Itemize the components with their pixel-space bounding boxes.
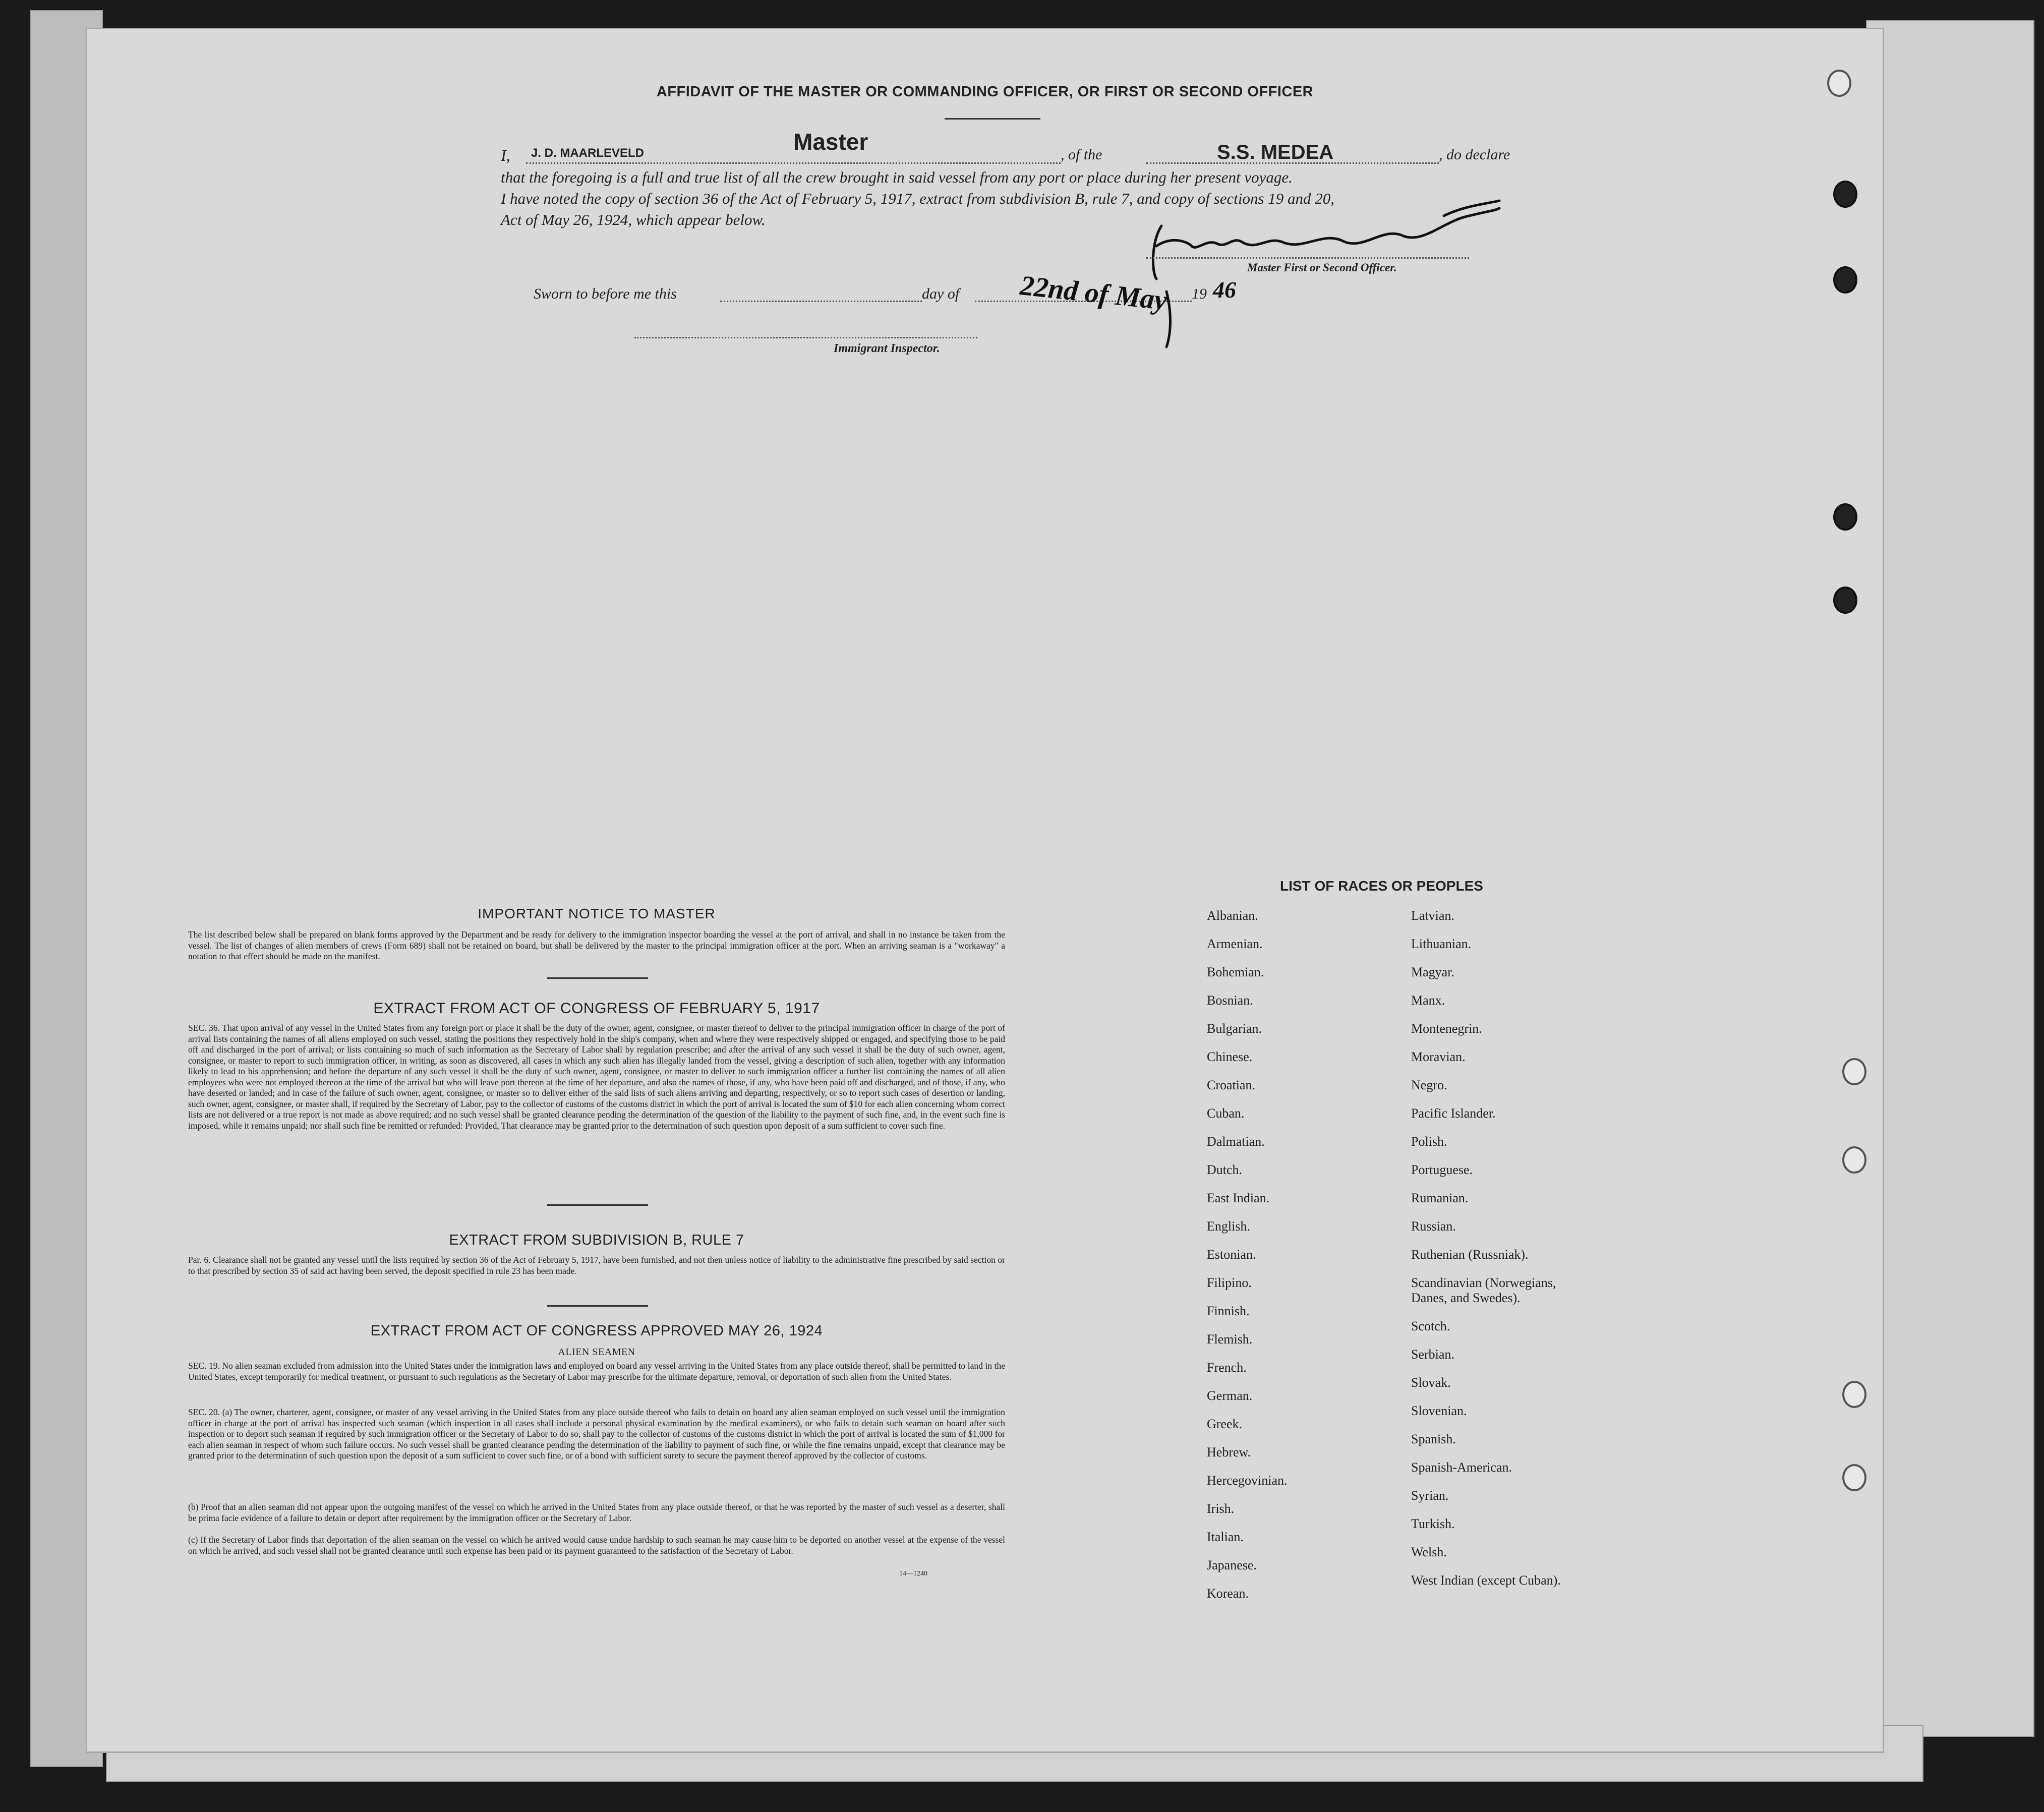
race-item: Latvian. [1411,908,1454,923]
race-item: German. [1207,1388,1253,1403]
year-printed: 19 [1192,285,1207,302]
signature-caption: Master First or Second Officer. [1247,261,1397,274]
rule7-title: EXTRACT FROM SUBDIVISION B, RULE 7 [449,1232,744,1248]
race-item: Manx. [1411,993,1445,1008]
of-the-label: , of the [1061,146,1102,163]
date-stroke [1096,281,1197,352]
handwritten-date: 22nd of May [1018,270,1169,317]
do-declare-label: , do declare [1439,146,1510,163]
inspector-line [634,337,977,338]
race-item: Slovenian. [1411,1404,1467,1418]
race-item: Moravian. [1411,1049,1466,1064]
sec20a-text: SEC. 20. (a) The owner, charterer, agent, consignee, or master of any vessel arriving in the United States from any place outside thereof who fails to detain on board any alien seaman employed on such vessel until the immigration officer in charge at the port of arrival has inspected such seaman (which inspection in all cases shall include a personal physical examination by the medical examiners), or who fails to detain such seaman on board after such inspection or to deport such seaman if required by such immigration officer or the Secretary of Labor to do so, shall pay to the collector of customs of the customs district in which the port of arrival is located the sum of $1,000 for each alien seaman in respect of whom such failure occurs. No such vessel shall be granted clearance pending the determination of the liability to payment of such fine, or while the fine remains unpaid, except that clearance may be granted prior to the determination of such question upon the deposit of a sum sufficient to cover such fine, or of a bond with sufficient surety to secure the payment thereof approved by the collector of customs. [188,1407,1005,1460]
race-item: Spanish-American. [1411,1460,1512,1475]
race-item: Pacific Islander. [1411,1106,1496,1121]
i-prefix: I, [501,146,510,164]
punch-hole [1842,1381,1866,1408]
race-item: Greek. [1207,1417,1243,1431]
divider [945,118,1040,120]
inspector-caption: Immigrant Inspector. [834,342,940,355]
punch-hole [1842,1058,1866,1085]
race-item: Cuban. [1207,1106,1245,1121]
sec20c-text: (c) If the Secretary of Labor finds that deportation of the alien seaman on the vessel on which he arrived would cause undue hardship to such seaman he may cause him to be deported on another vessel at the expense of the vessel on which he arrived, and such vessel shall not be granted clearance until such expense has been paid or its payment guaranteed to the satisfaction of the Secretary of Labor. [188,1535,1005,1556]
rule7-text: Par. 6. Clearance shall not be granted any vessel until the lists required by section 36 of the Act of February 5, 1917, have been furnished, and not then unless notice of liability to the administrative fine prescribed by said section or to that prescribed by section 35 of said act having been served, the deposit specified in rule 23 has been made. [188,1255,1005,1276]
race-item: Scandinavian (Norwegians, Danes, and Swedes). [1411,1275,1556,1305]
sec20b-text: (b) Proof that an alien seaman did not appear upon the outgoing manifest of the vessel on which he arrived in the United States from any place outside thereof, or that he was reported by the master of such vessel as a deserter, shall be prima facie evidence of a failure to detain or deport after requirement by the immigration officer or the Secretary of Labor. [188,1502,1005,1523]
race-item: French. [1207,1360,1247,1375]
race-item: Magyar. [1411,965,1454,979]
race-item: Syrian. [1411,1488,1449,1503]
races-column-2 [1411,902,1714,1595]
race-item: Finnish. [1207,1304,1250,1318]
divider [547,1305,648,1307]
race-item: Spanish. [1411,1432,1456,1446]
race-item: Dalmatian. [1207,1134,1265,1149]
punch-hole [1833,503,1857,531]
race-item: Albanian. [1207,908,1258,923]
affidavit-line-4: Act of May 26, 1924, which appear below. [501,211,766,228]
punch-hole [1833,181,1857,208]
race-item: Italian. [1207,1530,1244,1544]
extract-1924-title: EXTRACT FROM ACT OF CONGRESS APPROVED MAY 26, 1924 [370,1323,823,1339]
form-number: 14—1240 [899,1570,927,1577]
race-item: Serbian. [1411,1347,1454,1362]
master-role: Master [793,129,868,155]
race-item: Russian. [1411,1219,1456,1234]
underlying-sheet-right [1866,20,2034,1737]
race-item: Croatian. [1207,1078,1256,1092]
divider [547,1204,648,1206]
vessel-name: S.S. MEDEA [1217,141,1334,163]
race-item: Estonian. [1207,1247,1256,1262]
year-handwritten: 46 [1213,277,1236,303]
race-item: Armenian. [1207,937,1263,951]
race-item: Lithuanian. [1411,937,1472,951]
punch-hole [1833,587,1857,614]
race-item: Portuguese. [1411,1162,1473,1177]
race-item: Korean. [1207,1586,1249,1601]
notice-text: The list described below shall be prepared on blank forms approved by the Department and be ready for delivery to the immigration inspector boarding the vessel at the port of arrival, and shall in no instance be taken from the vessel. The list of changes of alien members of crews (Form 689) shall not be retained on board, but shall be delivered by the master to the principal immigration officer at the port. When an arriving seaman is a "workaway" a notation to that effect should be made on the manifest. [188,929,1005,961]
race-item: Bulgarian. [1207,1021,1262,1036]
race-item: Hebrew. [1207,1445,1251,1459]
punch-hole [1827,70,1851,97]
race-item: Rumanian. [1411,1191,1469,1205]
race-item: Irish. [1207,1501,1235,1516]
sworn-day-line [720,301,922,302]
extract-1917-title: EXTRACT FROM ACT OF CONGRESS OF FEBRUARY 5, 1917 [373,1000,820,1017]
affidavit-line-2: that the foregoing is a full and true list of all the crew brought in said vessel from any port or place during her present voyage. [501,168,1293,186]
race-item: Montenegrin. [1411,1021,1482,1036]
signature-line [1146,257,1469,259]
extract-1924-subtitle: ALIEN SEAMEN [558,1347,635,1358]
race-item: Flemish. [1207,1332,1253,1347]
name-line [526,162,1061,164]
race-item: Negro. [1411,1078,1447,1092]
race-item: Polish. [1411,1134,1447,1149]
race-item: Hercegovinian. [1207,1473,1288,1488]
race-item: Filipino. [1207,1275,1252,1290]
race-item: Japanese. [1207,1558,1257,1572]
crew-list-page [86,28,1884,1753]
sworn-label: Sworn to before me this [534,285,677,302]
races-column-1 [1207,902,1398,1608]
race-item: Turkish. [1411,1516,1455,1531]
race-item: Bohemian. [1207,965,1264,979]
affidavit-line-3: I have noted the copy of section 36 of the Act of February 5, 1917, extract from subdivision B, rule 7, and copy of sections 19 and 20, [501,190,1335,207]
day-of-label: day of [922,285,960,302]
punch-hole [1842,1146,1866,1174]
race-item: Chinese. [1207,1049,1253,1064]
race-item: West Indian (except Cuban). [1411,1573,1561,1588]
divider [547,977,648,979]
punch-hole [1833,266,1857,294]
race-item: Welsh. [1411,1545,1447,1559]
races-title: LIST OF RACES OR PEOPLES [1280,878,1483,894]
race-item: Dutch. [1207,1162,1243,1177]
race-item: Ruthenian (Russniak). [1411,1247,1529,1262]
extract-1917-text: SEC. 36. That upon arrival of any vessel in the United States from any foreign port or place it shall be the duty of the owner, agent, consignee, or master thereof to deliver to the principal immigration officer in charge of the port of arrival lists containing the names of all aliens employed on such vessel, stating the positions they respectively hold in the ship's company, when and where they were respectively shipped or engaged, and specifying those to be paid off and discharged in the port of arrival; or lists containing so much of such information as the Secretary of Labor shall by regulation prescribe; and after the arrival of any such vessel it shall be the duty of such owner, agent, consignee, or master to report to such immigration officer, in writing, as soon as discovered, all cases in which any such alien has illegally landed from the vessel, giving a description of such alien, together with any information likely to lead to his apprehension; and before the departure of any such vessel it shall be the duty of such owner, agent, consignee, or master to deliver to such immigration officer a further list containing the names of all alien employees who were not employed thereon at the time of the arrival but who will leave port thereon at the time of her departure, and also the names of those, if any, who have been paid off and discharged, and of those, if any, who have deserted or landed; and in case of the failure of such owner, agent, consignee, or master so to deliver either of the said lists of such aliens arriving and departing, respectively, or so to report such cases of desertion or landing, such owner, agent, consignee, or master shall, if required by the Secretary of Labor, pay to the collector of customs of the customs district in which the port of arrival is located the sum of $10 for each alien concerning whom correct lists are not delivered or a true report is not made as above required; and no such vessel shall be granted clearance pending the determination of the question of the liability to the payment of such fine, and, in the event such fine is imposed, while it remains unpaid; nor shall such fine be remitted or refunded: Provided, That clearance may be granted prior to the determination of such question upon deposit of a sum sufficient to cover such fine. [188,1023,1005,1131]
master-name: J. D. MAARLEVELD [531,146,645,160]
sec19-text: SEC. 19. No alien seaman excluded from admission into the United States under the immigration laws and employed on board any vessel arriving in the United States from any place outside thereof, shall be permitted to land in the United States, except temporarily for medical treatment, or pursuant to such regulations as the Secretary of Labor may prescribe for the ultimate departure, removal, or deportation of such alien from the United States. [188,1361,1005,1382]
race-item: Slovak. [1411,1375,1451,1390]
affidavit-title: AFFIDAVIT OF THE MASTER OR COMMANDING OFFICER, OR FIRST OR SECOND OFFICER [656,84,1314,100]
race-item: Bosnian. [1207,993,1253,1008]
race-item: Scotch. [1411,1319,1450,1333]
punch-hole [1842,1464,1866,1491]
notice-title: IMPORTANT NOTICE TO MASTER [478,906,716,921]
race-item: East Indian. [1207,1191,1270,1205]
race-item: English. [1207,1219,1250,1234]
